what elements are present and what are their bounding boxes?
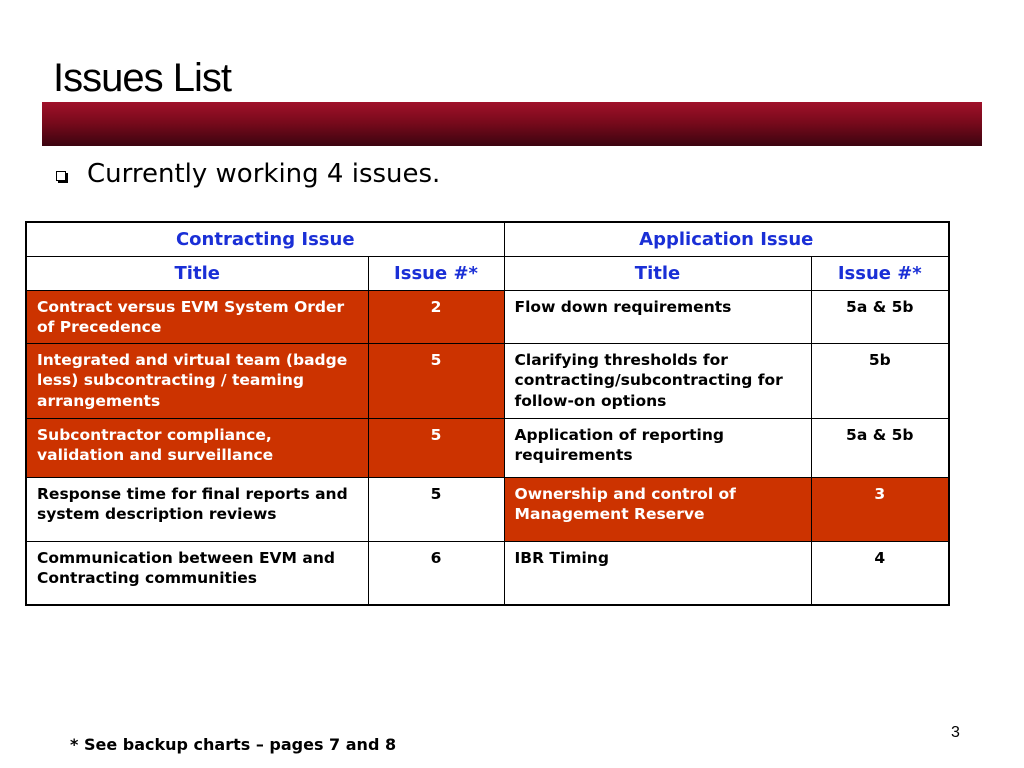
group-header-row	[26, 222, 949, 256]
contracting-issue-cell: 5	[368, 418, 504, 477]
contracting-issue-cell: 2	[368, 290, 504, 343]
issues-table	[25, 221, 950, 606]
header-contracting-issue-number: Issue #*	[368, 256, 504, 290]
table-row	[26, 343, 949, 418]
header-contracting-title: Title	[26, 256, 368, 290]
contracting-title-cell: Communication between EVM and Contracting communities	[26, 541, 368, 605]
application-title-cell: Application of reporting requirements	[504, 418, 811, 477]
application-issue-cell: 3	[811, 477, 949, 541]
title-bar	[42, 102, 982, 146]
application-title-cell: Clarifying thresholds for contracting/subcontracting for follow-on options	[504, 343, 811, 418]
column-header-row	[26, 256, 949, 290]
slide-title: Issues List	[53, 56, 231, 100]
application-issue-cell: 4	[811, 541, 949, 605]
header-application-issue: Application Issue	[504, 222, 949, 256]
contracting-issue-cell: 5	[368, 343, 504, 418]
table-row	[26, 418, 949, 477]
application-issue-cell: 5a & 5b	[811, 418, 949, 477]
application-issue-cell: 5b	[811, 343, 949, 418]
bullet-item	[56, 156, 440, 192]
contracting-title-cell: Response time for final reports and system description reviews	[26, 477, 368, 541]
contracting-title-cell: Integrated and virtual team (badge less) subcontracting / teaming arrangements	[26, 343, 368, 418]
table-row	[26, 541, 949, 605]
contracting-title-cell: Subcontractor compliance, validation and surveillance	[26, 418, 368, 477]
header-application-issue-number: Issue #*	[811, 256, 949, 290]
contracting-title-cell: Contract versus EVM System Order of Precedence	[26, 290, 368, 343]
application-title-cell: Ownership and control of Management Reserve	[504, 477, 811, 541]
header-contracting-issue: Contracting Issue	[26, 222, 504, 256]
page-number: 3	[951, 724, 960, 741]
contracting-issue-cell: 6	[368, 541, 504, 605]
footnote: * See backup charts – pages 7 and 8	[70, 735, 397, 754]
application-title-cell: Flow down requirements	[504, 290, 811, 343]
contracting-issue-cell: 5	[368, 477, 504, 541]
header-application-title: Title	[504, 256, 811, 290]
table-row	[26, 290, 949, 343]
table-row	[26, 477, 949, 541]
application-issue-cell: 5a & 5b	[811, 290, 949, 343]
square-bullet-icon	[56, 171, 66, 181]
application-title-cell: IBR Timing	[504, 541, 811, 605]
bullet-text: Currently working 4 issues.	[87, 159, 441, 189]
